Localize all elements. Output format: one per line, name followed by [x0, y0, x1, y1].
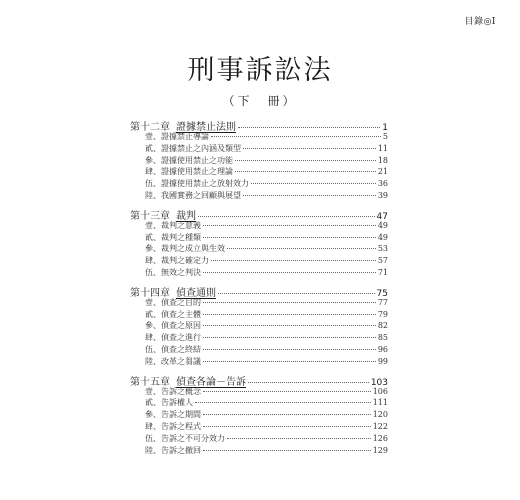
section-page: 36	[377, 179, 388, 189]
section-page: 82	[377, 321, 388, 331]
toc-chapter-row	[130, 373, 388, 386]
toc-section-row	[130, 232, 388, 244]
dot-leader	[243, 148, 376, 149]
dot-leader	[203, 414, 371, 415]
section-page: 111	[372, 398, 388, 408]
dot-leader	[195, 402, 371, 403]
dot-leader	[203, 361, 376, 362]
section-page: 71	[377, 267, 388, 277]
section-title: 壹、告訴之概念	[145, 386, 201, 396]
section-page: 126	[372, 433, 388, 443]
book-title: 刑事訴訟法	[187, 55, 333, 86]
toc-section-row	[130, 190, 388, 202]
dot-leader	[251, 183, 376, 184]
toc-chapter-row	[130, 207, 388, 220]
section-page: 49	[377, 232, 388, 242]
section-title: 陸、我國實務之回顧與展望	[145, 190, 241, 200]
toc-section-row	[130, 356, 388, 368]
volume-subtitle: （下 冊）	[222, 94, 298, 108]
chapter-number: 第十四章	[130, 287, 170, 299]
section-page: 122	[372, 421, 388, 431]
section-page: 53	[377, 244, 388, 254]
section-title: 貳、證據禁止之內涵及類型	[145, 143, 241, 153]
toc-section-row	[130, 421, 388, 433]
section-title: 伍、證據使用禁止之放射效力	[145, 179, 249, 189]
section-page: 18	[377, 155, 388, 165]
chapter-title: 證據禁止法則	[176, 122, 236, 133]
section-title: 伍、無效之判決	[145, 267, 201, 277]
section-title: 參、證據使用禁止之功能	[145, 155, 233, 165]
section-title: 參、裁判之成立與生效	[145, 244, 225, 254]
section-page: 79	[377, 309, 388, 319]
toc-section-row	[130, 386, 388, 398]
chapter-number: 第十三章	[130, 210, 170, 222]
toc-section-row	[130, 155, 388, 167]
section-page: 11	[377, 143, 388, 153]
toc-section-row	[130, 309, 388, 321]
section-title: 伍、偵查之終結	[145, 344, 201, 354]
dot-leader	[203, 325, 376, 326]
toc-section-row	[130, 166, 388, 178]
toc-section-row	[130, 445, 388, 457]
toc-section-row	[130, 409, 388, 421]
dot-leader	[235, 171, 376, 172]
dot-leader	[203, 450, 371, 451]
section-page: 49	[377, 220, 388, 230]
chapter-page: 75	[376, 288, 388, 299]
toc-section-row	[130, 131, 388, 143]
dot-leader	[203, 349, 376, 350]
dot-leader	[198, 216, 375, 217]
dot-leader	[203, 426, 371, 427]
chapter-number: 第十五章	[130, 376, 170, 388]
dot-leader	[238, 127, 380, 128]
toc-section-row	[130, 297, 388, 309]
toc-section-row	[130, 220, 388, 232]
dot-leader	[203, 237, 376, 238]
toc-section-row	[130, 267, 388, 279]
section-page: 21	[377, 167, 388, 177]
chapter-page: 103	[370, 377, 388, 388]
table-of-contents	[130, 118, 388, 456]
dot-leader	[235, 160, 376, 161]
dot-leader	[243, 195, 376, 196]
toc-section-row	[130, 178, 388, 190]
section-page: 85	[377, 333, 388, 343]
section-title: 陸、告訴之撤回	[145, 445, 201, 455]
dot-leader	[203, 314, 376, 315]
section-page: 120	[372, 410, 388, 420]
section-title: 肆、偵查之進行	[145, 333, 201, 343]
chapter-title: 裁判	[176, 210, 196, 222]
section-title: 貳、偵查之主體	[145, 309, 201, 319]
dot-leader	[211, 260, 376, 261]
dot-leader	[203, 272, 376, 273]
section-title: 壹、裁判之意義	[145, 220, 201, 230]
dot-leader	[203, 391, 371, 392]
chapter-page: 47	[376, 211, 388, 222]
section-title: 肆、證據使用禁止之理論	[145, 167, 233, 177]
dot-leader	[203, 302, 376, 303]
toc-section-row	[130, 243, 388, 255]
toc-chapter-row	[130, 118, 388, 131]
chapter-number: 第十二章	[130, 122, 170, 133]
running-header: 目錄◎I	[464, 17, 496, 27]
section-page: 129	[372, 445, 388, 455]
toc-section-row	[130, 255, 388, 267]
dot-leader	[227, 438, 371, 439]
section-title: 伍、告訴之不可分效力	[145, 433, 225, 443]
chapter-page: 1	[382, 123, 388, 133]
section-title: 貳、告訴權人	[145, 398, 193, 408]
toc-chapter-row	[130, 284, 388, 297]
toc-section-row	[130, 320, 388, 332]
section-page: 77	[377, 297, 388, 307]
section-title: 陸、改革之芻議	[145, 356, 201, 366]
section-page: 39	[377, 190, 388, 200]
dot-leader	[248, 382, 369, 383]
dot-leader	[203, 225, 376, 226]
section-title: 肆、告訴之程式	[145, 421, 201, 431]
dot-leader	[227, 248, 376, 249]
section-page: 106	[372, 386, 388, 396]
section-title: 貳、裁判之種類	[145, 232, 201, 242]
chapter-title: 偵查通則	[176, 287, 216, 299]
section-page: 5	[382, 132, 388, 141]
section-title: 參、偵查之原因	[145, 321, 201, 331]
dot-leader	[203, 337, 376, 338]
dot-leader	[218, 293, 375, 294]
toc-section-row	[130, 143, 388, 155]
toc-section-row	[130, 344, 388, 356]
section-page: 99	[377, 356, 388, 366]
chapter-title: 偵查各論－告訴	[176, 376, 246, 388]
section-page: 57	[377, 256, 388, 266]
section-title: 肆、裁判之確定力	[145, 256, 209, 266]
dot-leader	[211, 136, 381, 137]
toc-section-row	[130, 433, 388, 445]
section-title: 壹、偵查之目的	[145, 297, 201, 307]
toc-section-row	[130, 397, 388, 409]
section-title: 參、告訴之期間	[145, 410, 201, 420]
toc-section-row	[130, 332, 388, 344]
section-title: 壹、證據禁止導論	[145, 132, 209, 141]
section-page: 96	[377, 344, 388, 354]
